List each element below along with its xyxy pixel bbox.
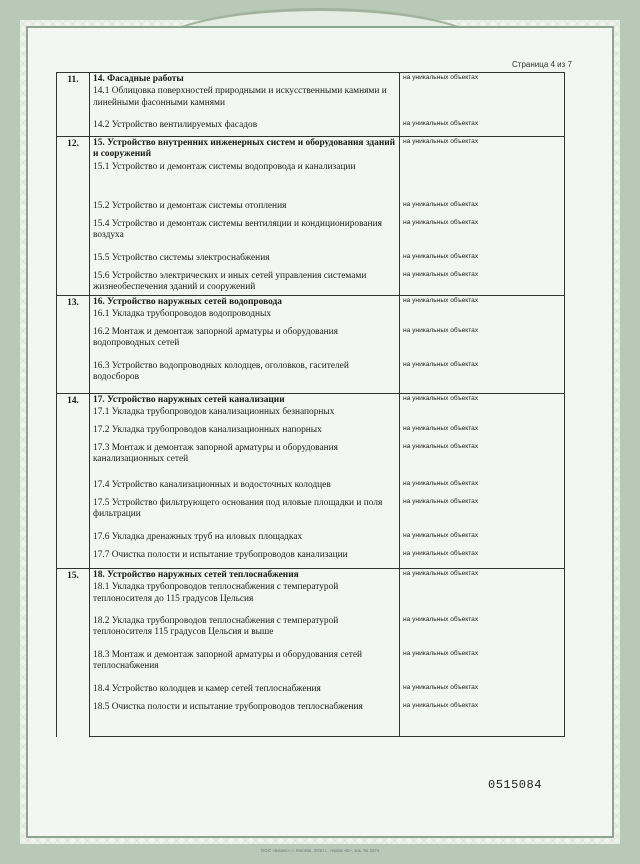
table-row [57,200,565,218]
table-row [57,218,565,252]
serial-number: 0515084 [488,778,542,792]
row-number: 14. [57,394,90,569]
work-cell [90,200,400,218]
work-cell [90,549,400,569]
work-item: 16.3 Устройство водопроводных колодцев, оголовков, гасителей водосборов [93,360,349,382]
work-cell [90,569,400,615]
work-item: 15.6 Устройство электрических и иных сетей управления системами жизнеобеспечения зданий и сооружений [93,270,367,292]
table-row [57,296,565,326]
table-row [57,119,565,137]
table-row [57,479,565,497]
work-cell [90,137,400,200]
row-number: 11. [57,73,90,137]
work-cell [90,270,400,296]
table-row [57,649,565,683]
row-number: 15. [57,569,90,737]
table-row [57,569,565,615]
status-cell: на уникальных объектах [400,683,565,701]
work-cell [90,424,400,442]
work-item: 17.5 Устройство фильтрующего основания под иловые площадки и поля фильтрации [93,497,383,519]
table-row [57,73,565,119]
status-cell: на уникальных объектах [400,531,565,549]
work-item: 18.4 Устройство колодцев и камер сетей теплоснабжения [93,683,321,694]
work-item: 18.1 Укладка трубопроводов теплоснабжения с температурой теплоносителя до 115 градусов Цельсия [93,582,339,604]
table-row [57,531,565,549]
work-item: 18.2 Укладка трубопроводов теплоснабжения с температурой теплоносителя 115 градусов Цельсия и выше [93,615,339,637]
work-item: 17.4 Устройство канализационных и водосточных колодцев [93,479,331,490]
status-cell: на уникальных объектах [400,119,565,137]
work-item: 17.6 Укладка дренажных труб на иловых площадках [93,531,303,542]
table-row [57,701,565,737]
status-cell: на уникальных объектах [400,326,565,360]
work-item: 16.2 Монтаж и демонтаж запорной арматуры и оборудования водопроводных сетей [93,326,338,348]
section-title: 17. Устройство наружных сетей канализации [93,395,285,405]
status-cell: на уникальных объектах [400,73,565,119]
work-cell [90,649,400,683]
work-item: 17.2 Укладка трубопроводов канализационных напорных [93,424,322,435]
work-item: 14.1 Облицовка поверхностей природными и искусственными камнями и линейными фасонными камнями [93,86,387,108]
work-item: 17.3 Монтаж и демонтаж запорной арматуры и оборудования канализационных сетей [93,442,338,464]
works-table-body [57,73,565,737]
work-cell [90,218,400,252]
status-cell: на уникальных объектах [400,270,565,296]
table-row [57,252,565,270]
work-cell [90,497,400,531]
work-cell [90,683,400,701]
work-item: 15.4 Устройство и демонтаж системы вентиляции и кондиционирования воздуха [93,218,382,240]
work-item: 16.1 Укладка трубопроводов водопроводных [93,309,272,320]
section-title: 15. Устройство внутренних инженерных систем и оборудования зданий и сооружений [93,138,396,160]
table-row [57,549,565,569]
status-cell: на уникальных объектах [400,424,565,442]
status-cell: на уникальных объектах [400,549,565,569]
table-row [57,326,565,360]
status-cell: на уникальных объектах [400,218,565,252]
status-cell: на уникальных объектах [400,569,565,615]
work-item: 18.3 Монтаж и демонтаж запорной арматуры и оборудования сетей теплоснабжения [93,649,363,671]
status-cell: на уникальных объектах [400,360,565,394]
work-cell [90,326,400,360]
work-cell [90,252,400,270]
work-item: 15.2 Устройство и демонтаж системы отопления [93,200,287,211]
work-item: 14.2 Устройство вентилируемых фасадов [93,119,258,130]
row-number: 12. [57,137,90,296]
status-cell: на уникальных объектах [400,394,565,424]
work-cell [90,701,400,737]
work-cell [90,119,400,137]
status-cell: на уникальных объектах [400,137,565,200]
work-cell [90,615,400,649]
work-item: 15.1 Устройство и демонтаж системы водопровода и канализации [93,161,356,172]
table-row [57,394,565,424]
works-table [56,72,565,737]
work-cell [90,296,400,326]
section-title: 14. Фасадные работы [93,74,184,84]
status-cell: на уникальных объектах [400,615,565,649]
work-cell [90,394,400,424]
status-cell: на уникальных объектах [400,479,565,497]
row-number: 13. [57,296,90,394]
status-cell: на уникальных объектах [400,442,565,479]
work-item: 17.7 Очистка полости и испытание трубопроводов канализации [93,549,348,560]
table-row [57,683,565,701]
status-cell: на уникальных объектах [400,252,565,270]
work-cell [90,479,400,497]
work-cell [90,442,400,479]
print-footer: ООО «Бланк», г. Москва, 2010 г., тираж «Б», зак. № 4374 [260,848,380,853]
section-title: 18. Устройство наружных сетей теплоснабжения [93,570,299,580]
work-item: 18.5 Очистка полости и испытание трубопроводов теплоснабжения [93,701,363,712]
work-item: 17.1 Укладка трубопроводов канализационных безнапорных [93,407,335,418]
table-row [57,442,565,479]
section-title: 16. Устройство наружных сетей водопровода [93,297,282,307]
status-cell: на уникальных объектах [400,497,565,531]
table-row [57,270,565,296]
table-row [57,424,565,442]
status-cell: на уникальных объектах [400,701,565,737]
work-cell [90,531,400,549]
status-cell: на уникальных объектах [400,200,565,218]
page-number: Страница 4 из 7 [512,60,572,69]
status-cell: на уникальных объектах [400,296,565,326]
table-row [57,137,565,200]
work-cell [90,360,400,394]
table-row [57,360,565,394]
work-cell [90,73,400,119]
status-cell: на уникальных объектах [400,649,565,683]
table-row [57,497,565,531]
table-row [57,615,565,649]
work-item: 15.5 Устройство системы электроснабжения [93,252,270,263]
